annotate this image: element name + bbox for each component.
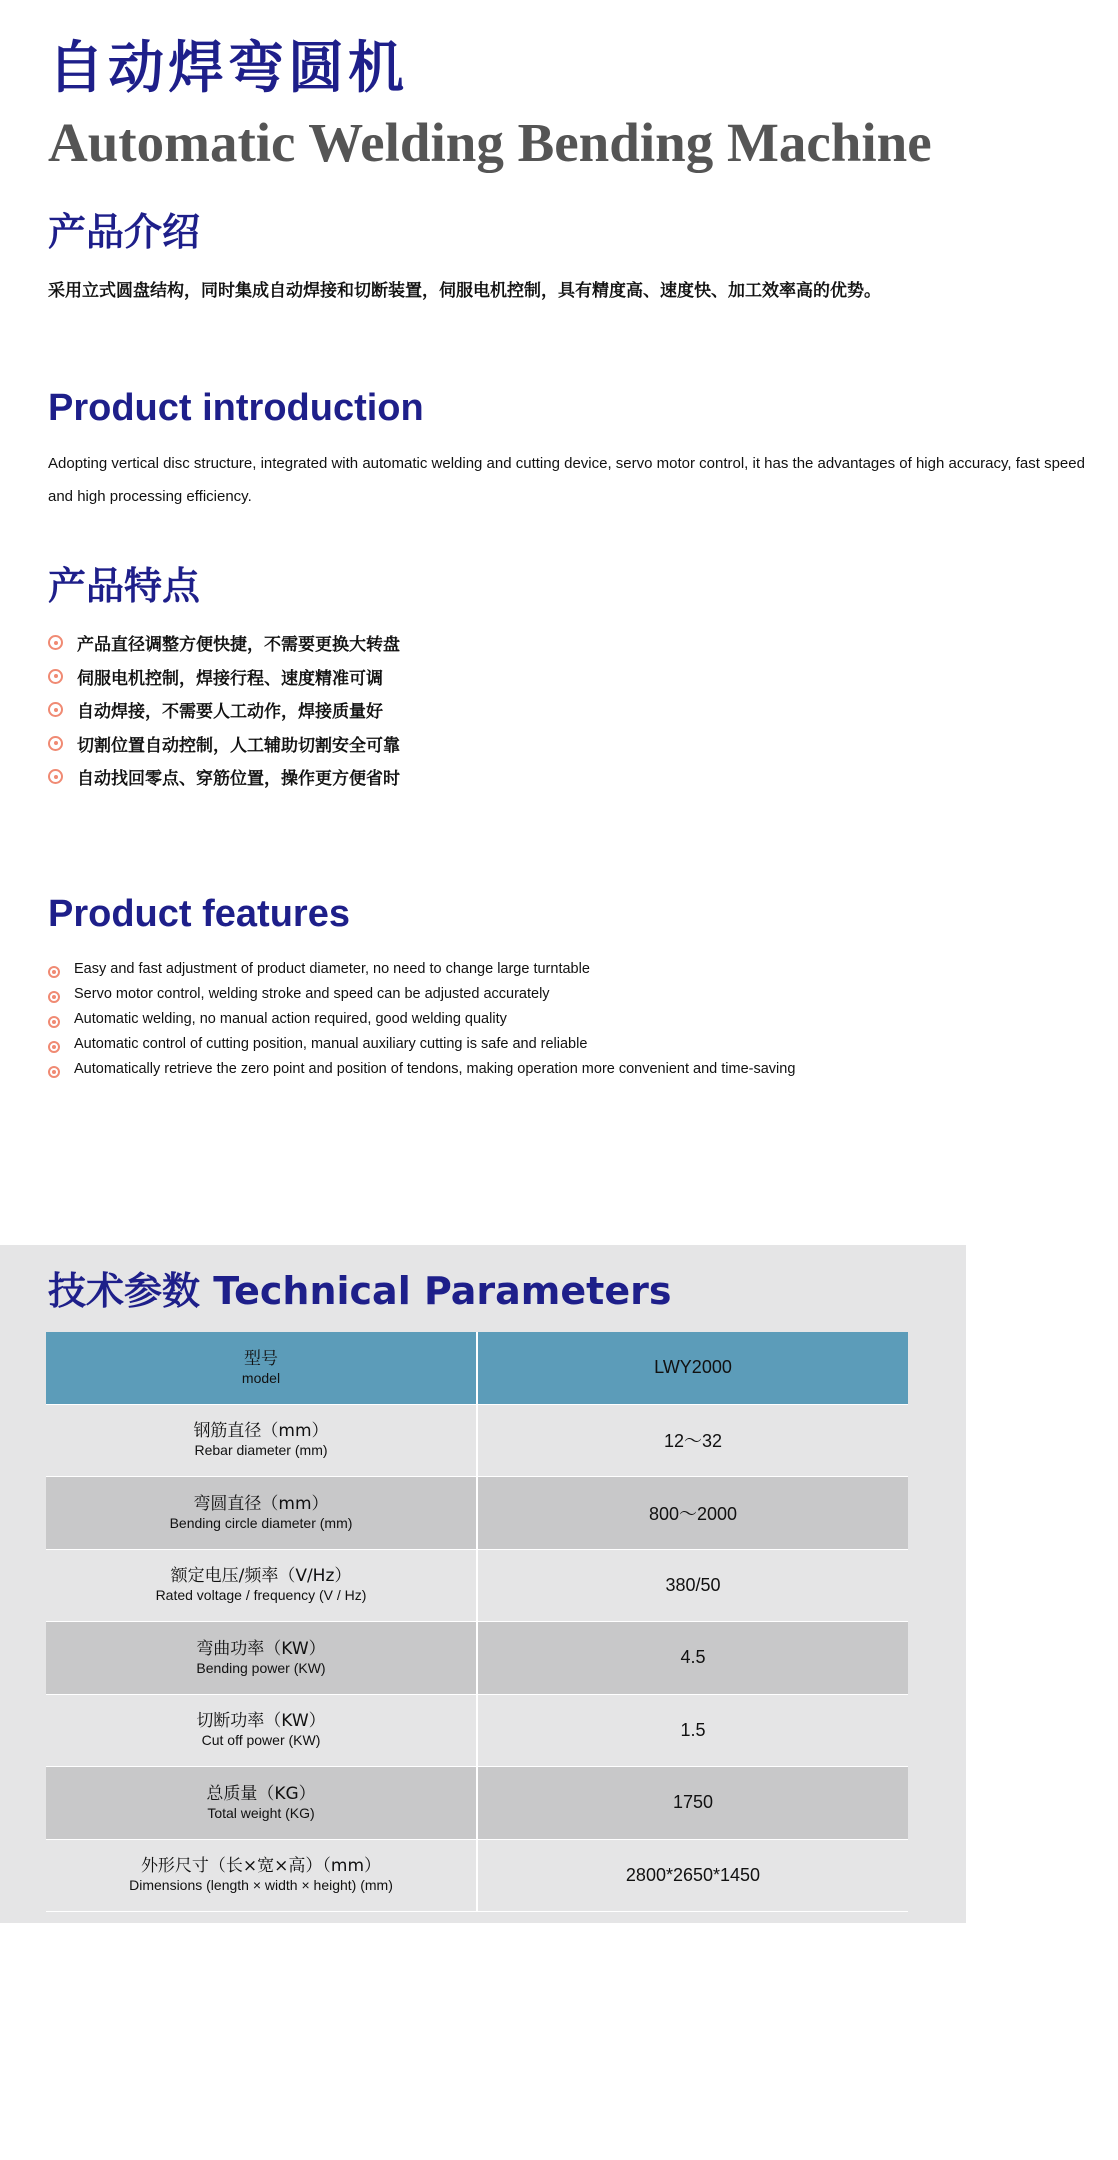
table-cell-value <box>477 1839 908 1912</box>
table-cell-value <box>477 1549 908 1622</box>
list-item <box>48 956 795 981</box>
features-heading-en: Product features <box>48 893 350 935</box>
features-heading-cn: 产品特点 <box>48 564 201 608</box>
label-cn: 额定电压/频率（V/Hz） <box>170 1566 352 1587</box>
list-item <box>48 660 400 694</box>
features-list-cn <box>48 626 400 794</box>
label-en: Cut off power (KW) <box>201 1732 321 1749</box>
tech-params-title: 技术参数 Technical Parameters <box>48 1269 672 1313</box>
feature-text: 自动焊接，不需要人工动作，焊接质量好 <box>77 702 383 723</box>
label-cn: 总质量（KG） <box>206 1783 316 1804</box>
param-value: 800～2000 <box>648 1503 738 1524</box>
double-circle-icon <box>48 769 63 784</box>
param-value: 380/50 <box>665 1574 721 1595</box>
double-circle-icon <box>48 1016 60 1028</box>
features-list-en <box>48 956 795 1081</box>
feature-text: 伺服电机控制，焊接行程、速度精准可调 <box>77 668 383 689</box>
table-row <box>46 1767 908 1840</box>
double-circle-icon <box>48 635 63 650</box>
tech-params-table <box>46 1332 908 1912</box>
feature-text: Automatic control of cutting position, manual auxiliary cutting is safe and reliable <box>74 1035 588 1052</box>
table-cell-label <box>46 1549 477 1622</box>
table-row <box>46 1694 908 1767</box>
table-row <box>46 1404 908 1477</box>
list-item <box>48 1031 795 1056</box>
intro-heading-cn: 产品介绍 <box>48 210 201 254</box>
list-item <box>48 981 795 1006</box>
model-value: LWY2000 <box>654 1357 732 1378</box>
table-row <box>46 1622 908 1695</box>
double-circle-icon <box>48 966 60 978</box>
label-en: Total weight (KG) <box>207 1804 315 1821</box>
label-cn: 切断功率（KW） <box>196 1711 326 1732</box>
label-cn: 弯圆直径（mm） <box>193 1493 329 1514</box>
table-cell-label <box>46 1332 477 1404</box>
list-item <box>48 1056 795 1081</box>
list-item <box>48 626 400 660</box>
feature-text: Automatic welding, no manual action required, good welding quality <box>74 1010 507 1027</box>
param-value: 1750 <box>672 1792 714 1813</box>
table-cell-label <box>46 1622 477 1695</box>
double-circle-icon <box>48 669 63 684</box>
table-cell-value <box>477 1767 908 1840</box>
double-circle-icon <box>48 1066 60 1078</box>
page-title-cn: 自动焊弯圆机 <box>48 35 408 101</box>
table-cell-label <box>46 1767 477 1840</box>
label-en: Rated voltage / frequency (V / Hz) <box>155 1587 367 1604</box>
feature-text: Servo motor control, welding stroke and speed can be adjusted accurately <box>74 985 550 1002</box>
feature-text: 自动找回零点、穿筋位置，操作更方便省时 <box>77 769 400 790</box>
label-cn: 外形尺寸（长×宽×高）（mm） <box>140 1856 382 1877</box>
param-value: 1.5 <box>680 1719 706 1740</box>
label-cn: 弯曲功率（KW） <box>196 1638 326 1659</box>
table-row <box>46 1549 908 1622</box>
table-cell-value <box>477 1477 908 1550</box>
label-en: Bending power (KW) <box>196 1659 326 1676</box>
table-cell-value <box>477 1404 908 1477</box>
label-cn: 钢筋直径（mm） <box>193 1421 329 1442</box>
label-en: model <box>241 1369 281 1386</box>
list-item <box>48 1006 795 1031</box>
intro-text-en: Adopting vertical disc structure, integrated with automatic welding and cutting device, servo motor control, it has the advantages of high accuracy, fast speed and high processing efficiency. <box>48 455 1085 505</box>
table-cell-value <box>477 1622 908 1695</box>
table-header-row <box>46 1332 908 1404</box>
param-value: 4.5 <box>680 1647 706 1668</box>
feature-text: Easy and fast adjustment of product diameter, no need to change large turntable <box>74 960 590 977</box>
table-cell-label <box>46 1477 477 1550</box>
double-circle-icon <box>48 736 63 751</box>
param-value: 12～32 <box>663 1431 723 1452</box>
feature-text: Automatically retrieve the zero point and position of tendons, making operation more convenient and time-saving <box>74 1060 796 1077</box>
table-cell-label <box>46 1694 477 1767</box>
feature-text: 切割位置自动控制，人工辅助切割安全可靠 <box>77 735 400 756</box>
label-en: Rebar diameter (mm) <box>194 1442 328 1459</box>
page-title-en: Automatic Welding Bending Machine <box>48 112 932 173</box>
param-value: 2800*2650*1450 <box>625 1864 761 1885</box>
table-cell-value <box>477 1694 908 1767</box>
double-circle-icon <box>48 1041 60 1053</box>
table-row <box>46 1477 908 1550</box>
list-item <box>48 760 400 794</box>
label-cn: 型号 <box>244 1348 278 1369</box>
feature-text: 产品直径调整方便快捷，不需要更换大转盘 <box>77 635 400 656</box>
double-circle-icon <box>48 991 60 1003</box>
label-en: Dimensions (length × width × height) (mm) <box>129 1877 393 1894</box>
table-row <box>46 1839 908 1912</box>
list-item <box>48 693 400 727</box>
intro-heading-en: Product introduction <box>48 387 424 429</box>
label-en: Bending circle diameter (mm) <box>169 1514 353 1531</box>
double-circle-icon <box>48 702 63 717</box>
list-item <box>48 727 400 761</box>
table-cell-value <box>477 1332 908 1404</box>
table-cell-label <box>46 1404 477 1477</box>
intro-text-cn: 采用立式圆盘结构，同时集成自动焊接和切断装置，伺服电机控制，具有精度高、速度快、加工效率高的优势。 <box>48 281 881 301</box>
table-cell-label <box>46 1839 477 1912</box>
